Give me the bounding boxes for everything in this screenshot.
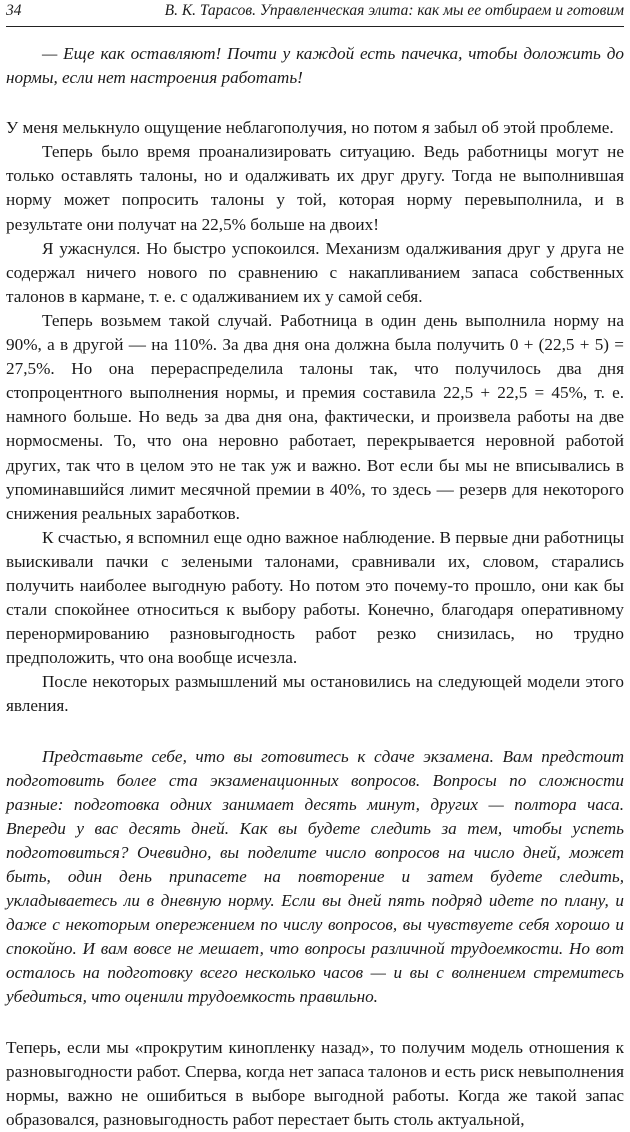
body-paragraph: К счастью, я вспомнил еще одно важное наблюдение. В первые дни работницы выискивали пачки с зелеными талонами, сравнивали их, словом, старались получить наиболее выгодную работу. Но потом это почему-то прошло, они как бы стали спокойнее относиться к выбору работы. Конечно, благодаря оперативному перенормированию разновыгодность работ резко снизилась, но трудно предположить, что она вообще исчезла. — [6, 527, 624, 668]
body-paragraph: После некоторых размышлений мы остановились на следующей модели этого явления. — [6, 672, 624, 716]
body-paragraph: У меня мелькнуло ощущение неблагополучия, но потом я забыл об этой проблеме. — [6, 118, 614, 138]
header-rule — [6, 26, 624, 27]
body-paragraph: Я ужаснулся. Но быстро успокоился. Механизм одалживания друг у друга не содержал ничего нового по сравнению с накапливанием запаса собственных талонов в кармане, т. е. с одалживанием их у самой себя. — [6, 238, 624, 306]
body-paragraph: Теперь, если мы «прокрутим кинопленку назад», то получим модель отношения к разновыгодности работ. Сперва, когда нет запаса талонов и есть риск невыполнения нормы, важно не ошибиться в выборе выгодной работы. Когда же такой запас образовался, разновыгодность работ перестает быть столь актуальной, — [6, 1037, 624, 1129]
exam-example-paragraph: Представьте себе, что вы готовитесь к сдаче экзамена. Вам предстоит подготовить более ста экзаменационных вопросов. Вопросы по сложности разные: подготовка одних занимает десять минут, других — полтора часа. Впереди у вас десять дней. Как вы будете следить за тем, чтобы успеть подготовиться? Очевидно, вы поделите число вопросов на число дней, может быть, один день припасете на повторение и затем будете следить, укладываетесь ли в дневную норму. Если вы дней пять подряд идете по плану, и даже с некоторым опережением по числу вопросов, вы чувствуете себя хорошо и спокойно. И вам вовсе не мешает, что вопросы различной трудоемкости. Но вот осталось на подготовку всего несколько часов — и вы с волнением стремитесь убедиться, что оценили трудоемкость правильно. — [6, 746, 624, 1007]
body-paragraph: Теперь возьмем такой случай. Работница в один день выполнила норму на 90%, а в другой — на 110%. За два дня она должна была получить 0 + (22,5 + 5) = 27,5%. Но она перераспределила талоны так, что получилось два дня стопроцентного выполнения нормы, и премия составила 22,5 + 22,5 = 45%, т. е. намного больше. Но ведь за два дня она, фактически, и произвела работы на две нормосмены. То, что она неровно работает, перекрывается неровной работой других, так что в целом это не так уж и важно. Вот если бы мы не вписывались в упоминавшийся лимит месячной премии в 40%, то здесь — резерв для некоторого снижения реальных заработков. — [6, 310, 624, 523]
dialogue-paragraph: — Еще как оставляют! Почти у каждой есть пачечка, чтобы доложить до нормы, если нет настроения работать! — [6, 44, 624, 88]
body-paragraph: Теперь было время проанализировать ситуацию. Ведь работницы могут не только оставлять талоны, но и одалживать их друг другу. Тогда не выполнившая норму может попросить талоны у той, которая норму перевыполнила, и в результате они получат на 22,5% больше на двоих! — [6, 142, 624, 234]
running-header — [6, 2, 624, 24]
page-number: 34 — [6, 2, 22, 19]
running-title: В. К. Тарасов. Управленческая элита: как мы ее отбираем и готовим — [164, 2, 624, 19]
page-body — [6, 42, 624, 1132]
